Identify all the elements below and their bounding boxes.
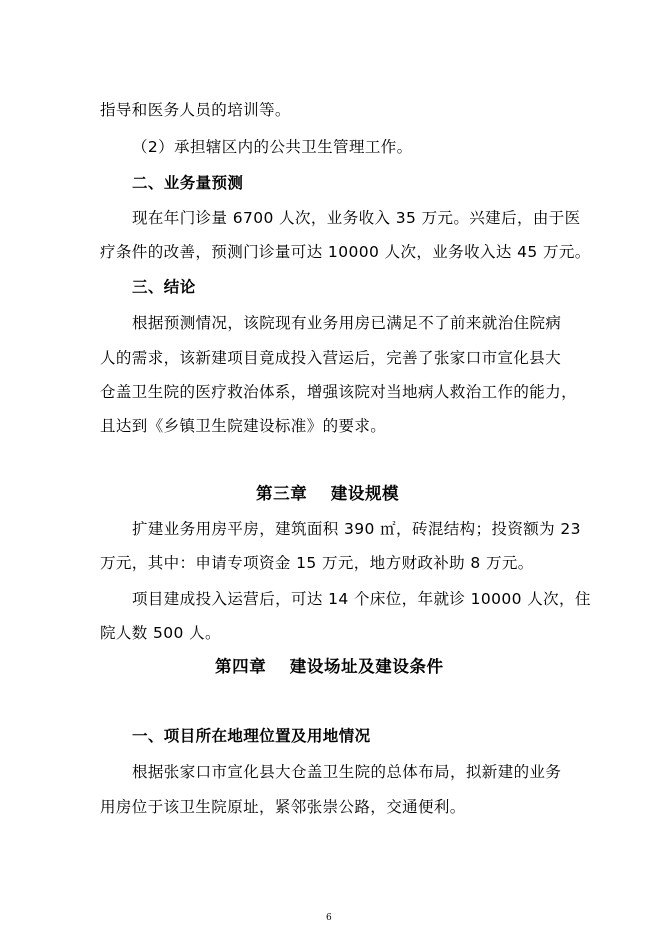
paragraph-line: 根据预测情况，该院现有业务用房已满足不了前来就治住院病 — [132, 314, 562, 332]
paragraph-line: 根据张家口市宣化县大仓盖卫生院的总体布局，拟新建的业务 — [132, 763, 562, 781]
paragraph-line: 扩建业务用房平房，建筑面积 390 ㎡，砖混结构；投资额为 23 — [132, 520, 581, 538]
paragraph-line: 且达到《乡镇卫生院建设标准》的要求。 — [100, 417, 387, 435]
paragraph-line: 万元，其中：申请专项资金 15 万元，地方财政补助 8 万元。 — [100, 554, 534, 572]
paragraph-line: 项目建成投入运营后，可达 14 个床位，年就诊 10000 人次，住 — [132, 590, 591, 608]
section-heading: 二、业务量预测 — [132, 174, 244, 192]
paragraph-line: 疗条件的改善，预测门诊量可达 10000 人次，业务收入达 45 万元。 — [100, 243, 591, 261]
chapter-heading: 第三章 建设规模 — [256, 484, 400, 503]
section-heading: 一、项目所在地理位置及用地情况 — [132, 727, 371, 745]
section-heading: 三、结论 — [132, 278, 196, 296]
paragraph-line: （2）承担辖区内的公共卫生管理工作。 — [132, 138, 413, 156]
paragraph-line: 现在年门诊量 6700 人次，业务收入 35 万元。兴建后，由于医 — [132, 209, 581, 227]
page-number: 6 — [326, 913, 332, 923]
paragraph-line: 用房位于该卫生院原址，紧邻张崇公路，交通便利。 — [100, 798, 466, 816]
paragraph-line: 人的需求，该新建项目竟成投入营运后，完善了张家口市宣化县大 — [100, 349, 562, 367]
chapter-heading: 第四章 建设场址及建设条件 — [215, 657, 444, 676]
paragraph-line: 指导和医务人员的培训等。 — [100, 101, 291, 119]
paragraph-line: 院人数 500 人。 — [100, 624, 221, 642]
paragraph-line: 仓盖卫生院的医疗救治体系，增强该院对当地病人救治工作的能力， — [100, 383, 578, 401]
